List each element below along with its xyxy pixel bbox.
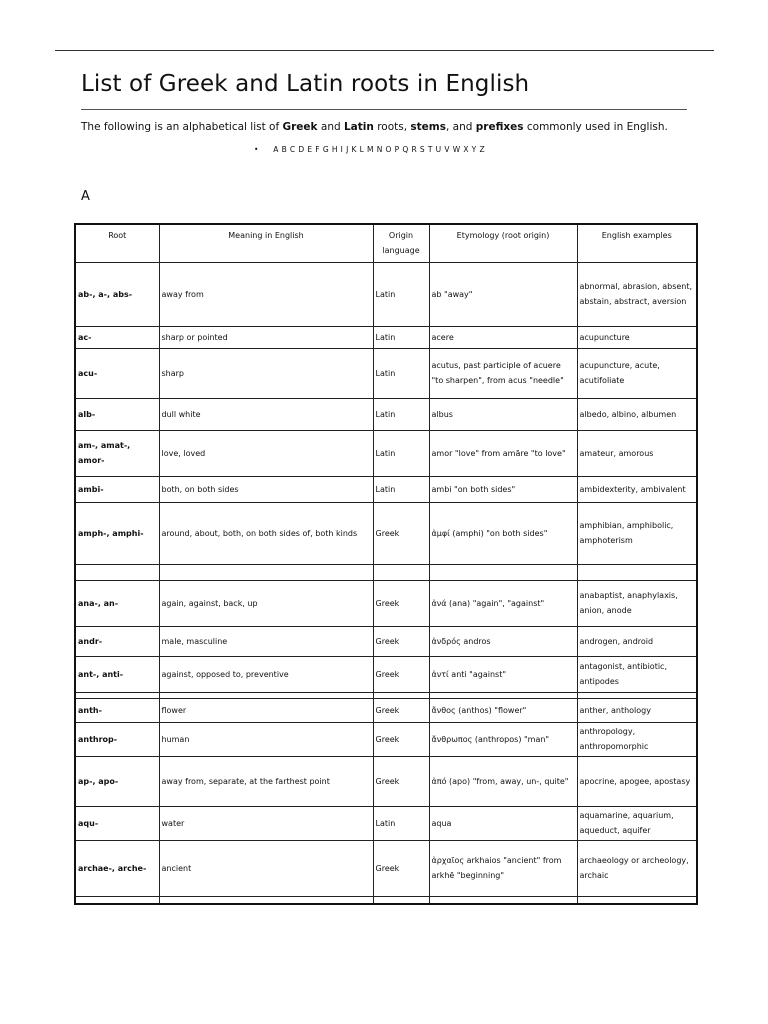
cell-root: acu- (75, 348, 159, 398)
header-root: Root (75, 224, 159, 262)
table-row (75, 502, 697, 564)
title-divider (81, 109, 687, 110)
alphabet-link-h[interactable]: H (331, 145, 339, 154)
cell-origin (373, 564, 429, 580)
cell-root: aqu- (75, 806, 159, 840)
cell-meaning: love, loved (159, 430, 373, 476)
intro-text: , and (446, 121, 476, 133)
cell-meaning: water (159, 806, 373, 840)
alphabet-link-a[interactable]: A (273, 145, 280, 154)
cell-origin: Latin (373, 476, 429, 502)
table-row (75, 430, 697, 476)
cell-meaning: away from (159, 262, 373, 326)
alphabet-link-d[interactable]: D (298, 145, 306, 154)
cell-examples: apocrine, apogee, apostasy (577, 756, 697, 806)
alphabet-link-t[interactable]: T (427, 145, 434, 154)
cell-root: ab-, a-, abs- (75, 262, 159, 326)
alphabet-link-e[interactable]: E (307, 145, 314, 154)
cell-etymology: aqua (429, 806, 577, 840)
table-row (75, 626, 697, 656)
cell-examples: ambidexterity, ambivalent (577, 476, 697, 502)
cell-origin: Latin (373, 806, 429, 840)
cell-meaning: sharp (159, 348, 373, 398)
stems-link[interactable]: stems (410, 121, 446, 133)
intro-text: commonly used in English. (523, 121, 668, 133)
cell-examples: anthropology, anthropomorphic (577, 722, 697, 756)
alphabet-link-x[interactable]: X (463, 145, 470, 154)
cell-etymology: ἄνθρωπος (anthropos) "man" (429, 722, 577, 756)
cell-meaning: flower (159, 698, 373, 722)
header-examples: English examples (577, 224, 697, 262)
alphabet-link-c[interactable]: C (289, 145, 297, 154)
cell-etymology: ἀντί anti "against" (429, 656, 577, 692)
alphabet-link-s[interactable]: S (419, 145, 426, 154)
cell-origin: Latin (373, 326, 429, 348)
cell-origin: Greek (373, 698, 429, 722)
alphabet-link-q[interactable]: Q (402, 145, 410, 154)
cell-examples: antagonist, antibiotic, antipodes (577, 656, 697, 692)
latin-link[interactable]: Latin (343, 121, 374, 133)
alphabet-link-w[interactable]: W (452, 145, 462, 154)
cell-origin: Greek (373, 626, 429, 656)
intro-text: roots, (373, 121, 411, 133)
cell-origin: Greek (373, 656, 429, 692)
cell-origin (373, 896, 429, 904)
table-row (75, 806, 697, 840)
cell-origin: Greek (373, 722, 429, 756)
bullet-icon: • (254, 145, 260, 154)
alphabet-link-m[interactable]: M (367, 145, 375, 154)
cell-examples (577, 896, 697, 904)
cell-etymology: ab "away" (429, 262, 577, 326)
cell-origin: Greek (373, 756, 429, 806)
cell-origin: Latin (373, 398, 429, 430)
alphabet-link-o[interactable]: O (385, 145, 393, 154)
table-row (75, 656, 697, 692)
alphabet-link-g[interactable]: G (322, 145, 330, 154)
cell-examples (577, 564, 697, 580)
cell-etymology: ἀπό (apo) "from, away, un-, quite" (429, 756, 577, 806)
alphabet-link-u[interactable]: U (435, 145, 443, 154)
cell-etymology: acere (429, 326, 577, 348)
cell-etymology: ἀνά (ana) "again", "against" (429, 580, 577, 626)
table-row (75, 722, 697, 756)
cell-examples: aquamarine, aquarium, aqueduct, aquifer (577, 806, 697, 840)
table-row (75, 896, 697, 904)
cell-etymology: ἀμφί (amphi) "on both sides" (429, 502, 577, 564)
header-etymology: Etymology (root origin) (429, 224, 577, 262)
table-row (75, 262, 697, 326)
cell-meaning: sharp or pointed (159, 326, 373, 348)
greek-link[interactable]: Greek (282, 121, 318, 133)
cell-examples: acupuncture (577, 326, 697, 348)
alphabet-link-p[interactable]: P (394, 145, 401, 154)
table-row (75, 840, 697, 896)
header-origin: Origin language (373, 224, 429, 262)
cell-meaning: against, opposed to, preventive (159, 656, 373, 692)
roots-table (74, 223, 698, 905)
cell-etymology: acutus, past participle of acuere "to sharpen", from acus "needle" (429, 348, 577, 398)
cell-origin: Greek (373, 580, 429, 626)
cell-examples: anabaptist, anaphylaxis, anion, anode (577, 580, 697, 626)
cell-meaning: male, masculine (159, 626, 373, 656)
cell-examples: abnormal, abrasion, absent, abstain, abstract, aversion (577, 262, 697, 326)
cell-origin: Greek (373, 840, 429, 896)
cell-etymology: amor "love" from amāre "to love" (429, 430, 577, 476)
cell-origin: Greek (373, 502, 429, 564)
cell-meaning: dull white (159, 398, 373, 430)
cell-meaning: away from, separate, at the farthest point (159, 756, 373, 806)
cell-examples: amateur, amorous (577, 430, 697, 476)
alphabet-link-z[interactable]: Z (479, 145, 486, 154)
cell-meaning: human (159, 722, 373, 756)
cell-etymology (429, 564, 577, 580)
alphabet-link-f[interactable]: F (315, 145, 321, 154)
cell-origin: Latin (373, 348, 429, 398)
cell-examples: androgen, android (577, 626, 697, 656)
cell-root: andr- (75, 626, 159, 656)
table-row (75, 580, 697, 626)
cell-etymology: ἄνθος (anthos) "flower" (429, 698, 577, 722)
cell-root (75, 896, 159, 904)
table-row (75, 476, 697, 502)
cell-etymology: ἀνδρός andros (429, 626, 577, 656)
top-divider (55, 50, 714, 51)
cell-etymology (429, 896, 577, 904)
cell-root (75, 564, 159, 580)
alphabet-link-k[interactable]: K (351, 145, 358, 154)
cell-origin: Latin (373, 430, 429, 476)
alphabet-link-n[interactable]: N (376, 145, 384, 154)
cell-meaning (159, 564, 373, 580)
alphabet-index (254, 145, 488, 154)
table-row (75, 564, 697, 580)
page-title: List of Greek and Latin roots in English (81, 71, 530, 97)
cell-root: archae-, arche- (75, 840, 159, 896)
prefixes-link[interactable]: prefixes (475, 121, 524, 133)
cell-etymology: ἀρχαῖος arkhaios "ancient" from arkhē "beginning" (429, 840, 577, 896)
cell-root: alb- (75, 398, 159, 430)
alphabet-link-b[interactable]: B (281, 145, 288, 154)
alphabet-link-j[interactable]: J (346, 145, 350, 154)
cell-root: anth- (75, 698, 159, 722)
cell-root: ambi- (75, 476, 159, 502)
cell-root: amph-, amphi- (75, 502, 159, 564)
cell-meaning: around, about, both, on both sides of, both kinds (159, 502, 373, 564)
section-heading-a: A (81, 189, 90, 204)
table-row (75, 326, 697, 348)
intro-text: The following is an alphabetical list of (81, 121, 283, 133)
alphabet-link-r[interactable]: R (411, 145, 418, 154)
table-row (75, 698, 697, 722)
intro-text: and (317, 121, 344, 133)
cell-root: am-, amat-, amor- (75, 430, 159, 476)
cell-root: ana-, an- (75, 580, 159, 626)
cell-examples: amphibian, amphibolic, amphoterism (577, 502, 697, 564)
cell-origin: Latin (373, 262, 429, 326)
alphabet-link-v[interactable]: V (444, 145, 451, 154)
intro-paragraph (81, 121, 668, 133)
cell-root: ac- (75, 326, 159, 348)
cell-meaning (159, 896, 373, 904)
alphabet-link-y[interactable]: Y (471, 145, 478, 154)
cell-root: ap-, apo- (75, 756, 159, 806)
table-header-row (75, 224, 697, 262)
table-row (75, 756, 697, 806)
cell-etymology: albus (429, 398, 577, 430)
table-row (75, 398, 697, 430)
alphabet-link-i[interactable]: I (340, 145, 345, 154)
cell-root: anthrop- (75, 722, 159, 756)
cell-examples: acupuncture, acute, acutifoliate (577, 348, 697, 398)
header-meaning: Meaning in English (159, 224, 373, 262)
alphabet-link-l[interactable]: L (359, 145, 366, 154)
table-row (75, 348, 697, 398)
cell-meaning: both, on both sides (159, 476, 373, 502)
cell-examples: archaeology or archeology, archaic (577, 840, 697, 896)
cell-examples: albedo, albino, albumen (577, 398, 697, 430)
cell-etymology: ambi "on both sides" (429, 476, 577, 502)
cell-examples: anther, anthology (577, 698, 697, 722)
cell-meaning: again, against, back, up (159, 580, 373, 626)
cell-root: ant-, anti- (75, 656, 159, 692)
cell-meaning: ancient (159, 840, 373, 896)
